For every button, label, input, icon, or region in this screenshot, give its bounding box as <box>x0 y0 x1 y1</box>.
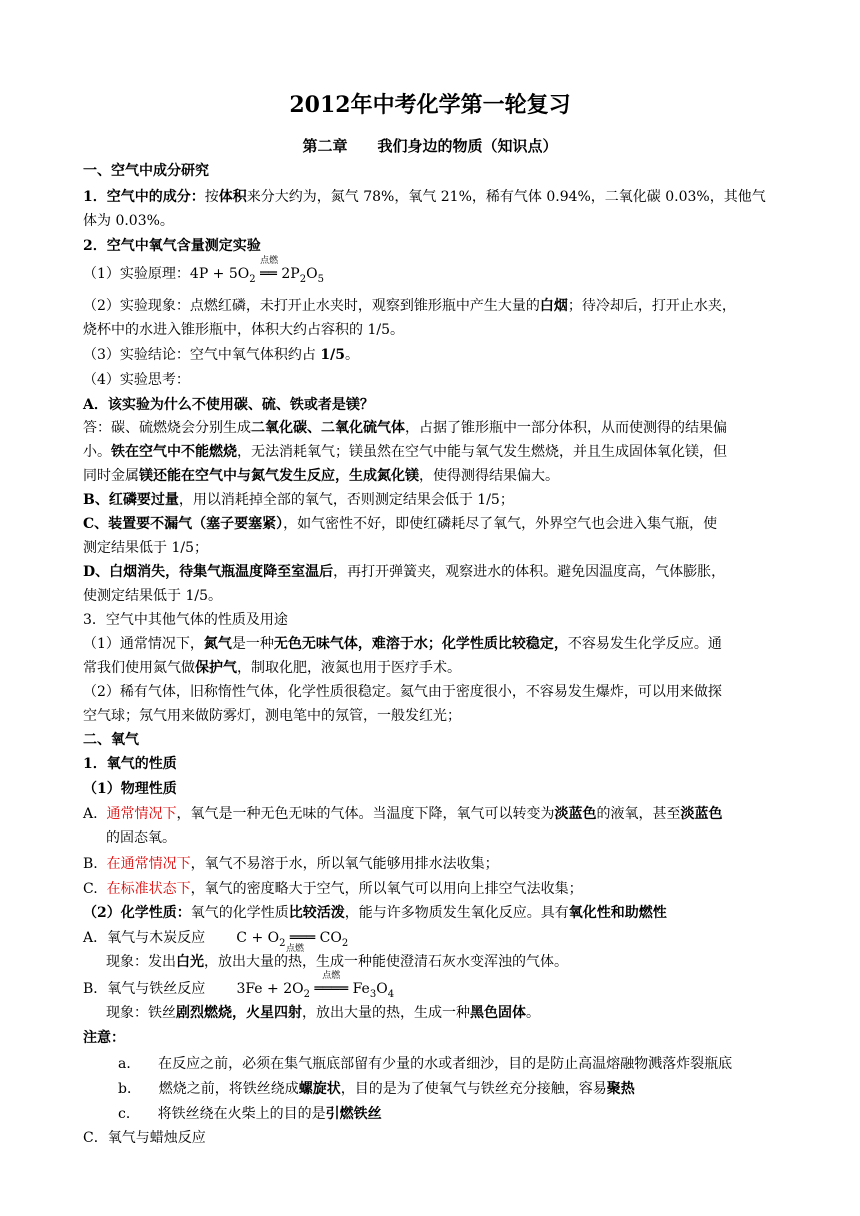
paragraph-line: （3）实验结论：空气中氧气体积约占 1/5。 <box>83 347 359 363</box>
chapter-name: 我们身边的物质（知识点） <box>377 137 558 155</box>
subsection-heading: 1．氧气的性质 <box>83 756 177 772</box>
list-item: A. 通常情况下，氧气是一种无色无味的气体。当温度下降，氧气可以转变为淡蓝色的液氧，甚至淡蓝色 <box>83 806 723 822</box>
chapter-subtitle <box>0 137 860 155</box>
paragraph-line: 小。铁在空气中不能燃烧，无法消耗氧气；镁虽然在空气中能与氧气发生燃烧，并且生成固体氧化镁，但 <box>83 444 727 460</box>
paragraph-line: D、白烟消失，待集气瓶温度降至室温后，再打开弹簧夹，观察进水的体积。避免因温度高，气体膨胀， <box>83 564 726 580</box>
equation-line: A．氧气与木炭反应 $C + O_2$ ═══ $CO_2$ <box>83 930 349 949</box>
paragraph-line: 测定结果低于 1/5； <box>83 540 208 556</box>
note-item: b． 燃烧之前，将铁丝绕成螺旋状，目的是为了使氧气与铁丝充分接触，容易聚热 <box>118 1081 635 1097</box>
subsection-heading: 2．空气中氧气含量测定实验 <box>83 238 261 254</box>
section-heading-air: 一、空气中成分研究 <box>83 163 209 179</box>
note-heading: 注意： <box>83 1030 125 1046</box>
paragraph-line: 常我们使用氮气做保护气，制取化肥，液氮也用于医疗手术。 <box>83 660 461 676</box>
paragraph-line: C．氧气与蜡烛反应 <box>83 1130 206 1146</box>
paragraph-line: 烧杯中的水进入锥形瓶中，体积大约占容积的 1/5。 <box>83 322 404 338</box>
paragraph-line: 空气球；氖气用来做防雾灯，测电笔中的氖管，一般发红光； <box>83 708 461 724</box>
note-item: a． 在反应之前，必须在集气瓶底部留有少量的水或者细沙，目的是防止高温熔融物溅落炸裂瓶底 <box>118 1056 733 1072</box>
paragraph-line: （2）化学性质：氧气的化学性质比较活泼，能与许多物质发生氧化反应。具有氧化性和助燃性 <box>83 905 667 921</box>
reaction-arrow: 点燃 ══ <box>260 256 279 282</box>
list-item: B. 在通常情况下，氧气不易溶于水，所以氧气能够用排水法收集； <box>83 856 499 872</box>
paragraph-line: （2）稀有气体，旧称惰性气体，化学性质很稳定。氦气由于密度很小，不容易发生爆炸，可以用来做探 <box>83 684 722 700</box>
paragraph-line: C、装置要不漏气（塞子要塞紧），如气密性不好，即使红磷耗尽了氧气，外界空气也会进入集气瓶，使 <box>83 516 718 532</box>
paragraph-line: （2）实验现象：点燃红磷，未打开止水夹时，观察到锥形瓶中产生大量的白烟；待冷却后，打开止水夹， <box>83 298 736 314</box>
paragraph-line: 1．空气中的成分：按体积来分大约为，氮气 78%，氧气 21%，稀有气体 0.94%，二氧化碳 0.03%，其他气 <box>83 189 766 205</box>
paragraph-line: 答：碳、硫燃烧会分别生成二氧化碳、二氧化硫气体，占据了锥形瓶中一部分体积，从而使测得的结果偏 <box>83 420 727 436</box>
paragraph-line: 使测定结果低于 1/5。 <box>83 588 222 604</box>
paragraph-line: 现象：发出白光，放出大量的热，生成一种能使澄清石灰水变浑浊的气体。 <box>106 954 568 970</box>
chapter-number: 第二章 <box>302 137 348 155</box>
reaction-condition: 点燃 <box>286 944 305 954</box>
page-title: 2012年中考化学第一轮复习 <box>289 92 571 118</box>
subsection-heading: （1）物理性质 <box>83 781 177 797</box>
equation-line: B．氧气与铁丝反应 $3Fe + 2O_2$ 点燃 ════ $Fe_3O_4$ <box>83 971 395 1000</box>
note-item: c． 将铁丝绕在火柴上的目的是引燃铁丝 <box>118 1106 382 1122</box>
paragraph-line: （1）通常情况下，氮气是一种无色无味气体，难溶于水；化学性质比较稳定，不容易发生化学反应。通 <box>83 636 722 652</box>
paragraph-line: 现象：铁丝剧烈燃烧，火星四射，放出大量的热，生成一种黑色固体。 <box>106 1005 540 1021</box>
paragraph-line: 体为 0.03%。 <box>83 213 174 229</box>
reaction-arrow: 点燃 ════ <box>314 971 349 997</box>
question-heading: A．该实验为什么不使用碳、硫、铁或者是镁？ <box>83 397 374 413</box>
paragraph-line: B、红磷要过量，用以消耗掉全部的氧气，否则测定结果会低于 1/5； <box>83 492 514 508</box>
list-item-continuation: 的固态氧。 <box>106 830 176 846</box>
section-heading-oxygen: 二、氧气 <box>83 732 139 748</box>
paragraph-line: 同时金属镁还能在空气中与氮气发生反应，生成氮化镁，使得测得结果偏大。 <box>83 468 559 484</box>
equation-line: （1）实验原理：$4P + 5O_2$ 点燃 ══ $2P_2O_5$ <box>83 256 324 285</box>
list-item: C. 在标准状态下，氧气的密度略大于空气，所以氧气可以用向上排空气法收集； <box>83 881 583 897</box>
subsection-heading: 3．空气中其他气体的性质及用途 <box>83 612 288 628</box>
paragraph-line: （4）实验思考： <box>83 372 190 388</box>
